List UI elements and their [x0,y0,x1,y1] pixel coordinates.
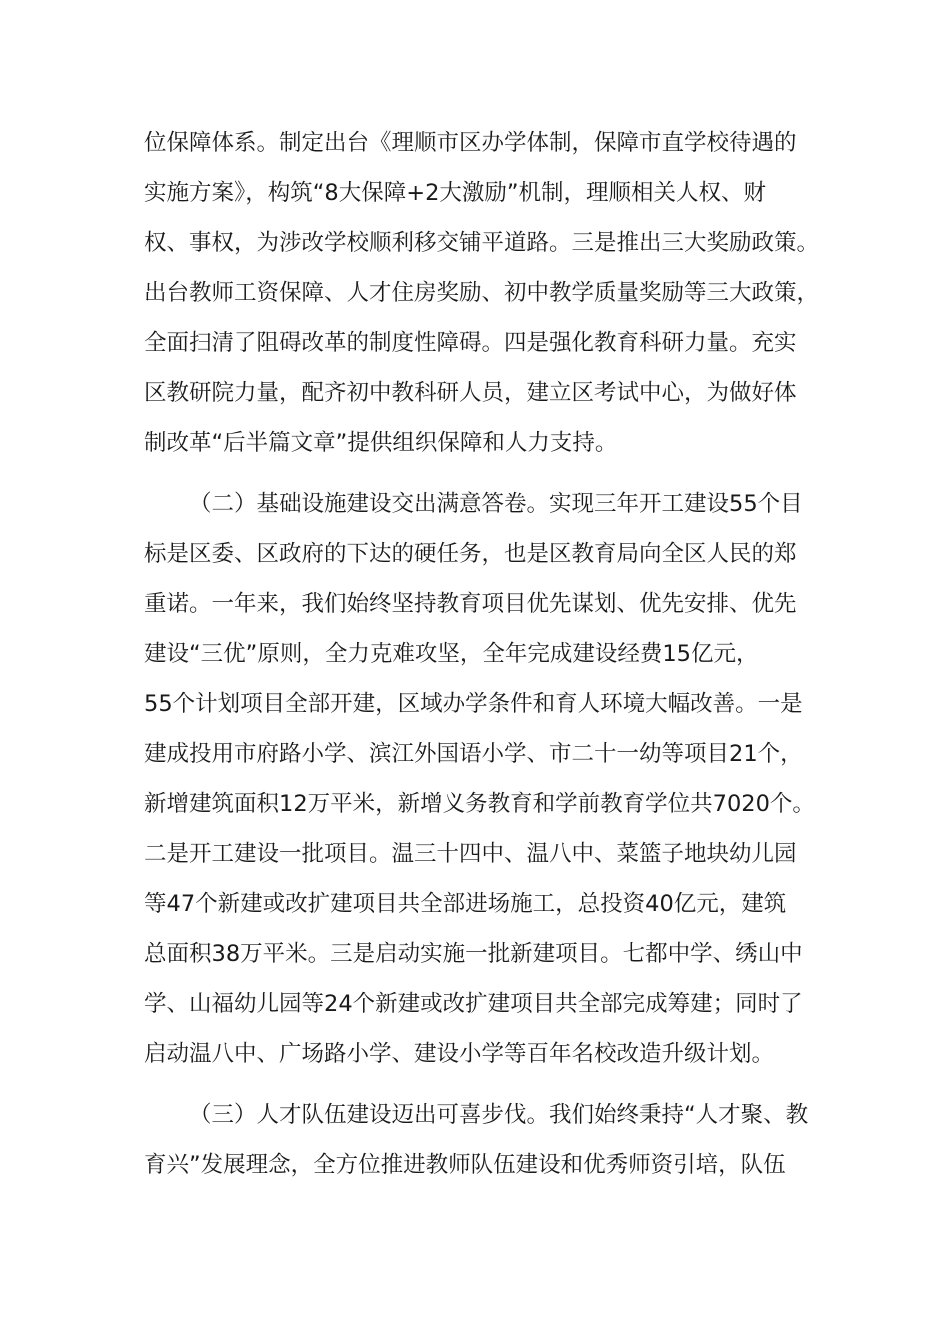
paragraph-start-line: （二）基础设施建设交出满意答卷。实现三年开工建设55个目 [189,491,803,517]
text-line: 区教研院力量，配齐初中教科研人员，建立区考试中心，为做好体 [144,380,797,406]
text-line: 新增建筑面积12万平米，新增义务教育和学前教育学位共7020个。 [144,791,815,817]
text-line: 实施方案》，构筑“8大保障+2大激励”机制，理顺相关人权、财 [144,180,767,206]
text-line: 启动温八中、广场路小学、建设小学等百年名校改造升级计划。 [144,1041,775,1067]
text-line: 权、事权，为涉改学校顺利移交铺平道路。三是推出三大奖励政策。 [144,230,820,256]
text-line: 育兴”发展理念，全方位推进教师队伍建设和优秀师资引培，队伍 [144,1152,786,1178]
text-line: 学、山福幼儿园等24个新建或改扩建项目共全部完成筹建；同时了 [144,991,803,1017]
paragraph-start-line: （三）人才队伍建设迈出可喜步伐。我们始终秉持“人才聚、教 [189,1102,809,1128]
text-line: 等47个新建或改扩建项目共全部进场施工，总投资40亿元，建筑 [144,891,787,917]
text-line: 建设“三优”原则，全力克难攻坚，全年完成建设经费15亿元， [144,641,759,667]
text-line: 制改革“后半篇文章”提供组织保障和人力支持。 [144,430,618,456]
text-line: 全面扫清了阻碍改革的制度性障碍。四是强化教育科研力量。充实 [144,330,797,356]
text-line: 55个计划项目全部开建，区域办学条件和育人环境大幅改善。一是 [144,691,803,717]
text-line: 二是开工建设一批项目。温三十四中、温八中、菜篮子地块幼儿园 [144,841,797,867]
text-line: 标是区委、区政府的下达的硬任务，也是区教育局向全区人民的郑 [144,541,797,567]
text-line: 出台教师工资保障、人才住房奖励、初中教学质量奖励等三大政策， [144,280,820,306]
text-line: 位保障体系。制定出台《理顺市区办学体制，保障市直学校待遇的 [144,130,797,156]
text-line: 建成投用市府路小学、滨江外国语小学、市二十一幼等项目21个， [144,741,803,767]
text-line: 重诺。一年来，我们始终坚持教育项目优先谋划、优先安排、优先 [144,591,797,617]
text-line: 总面积38万平米。三是启动实施一批新建项目。七都中学、绣山中 [144,941,803,967]
